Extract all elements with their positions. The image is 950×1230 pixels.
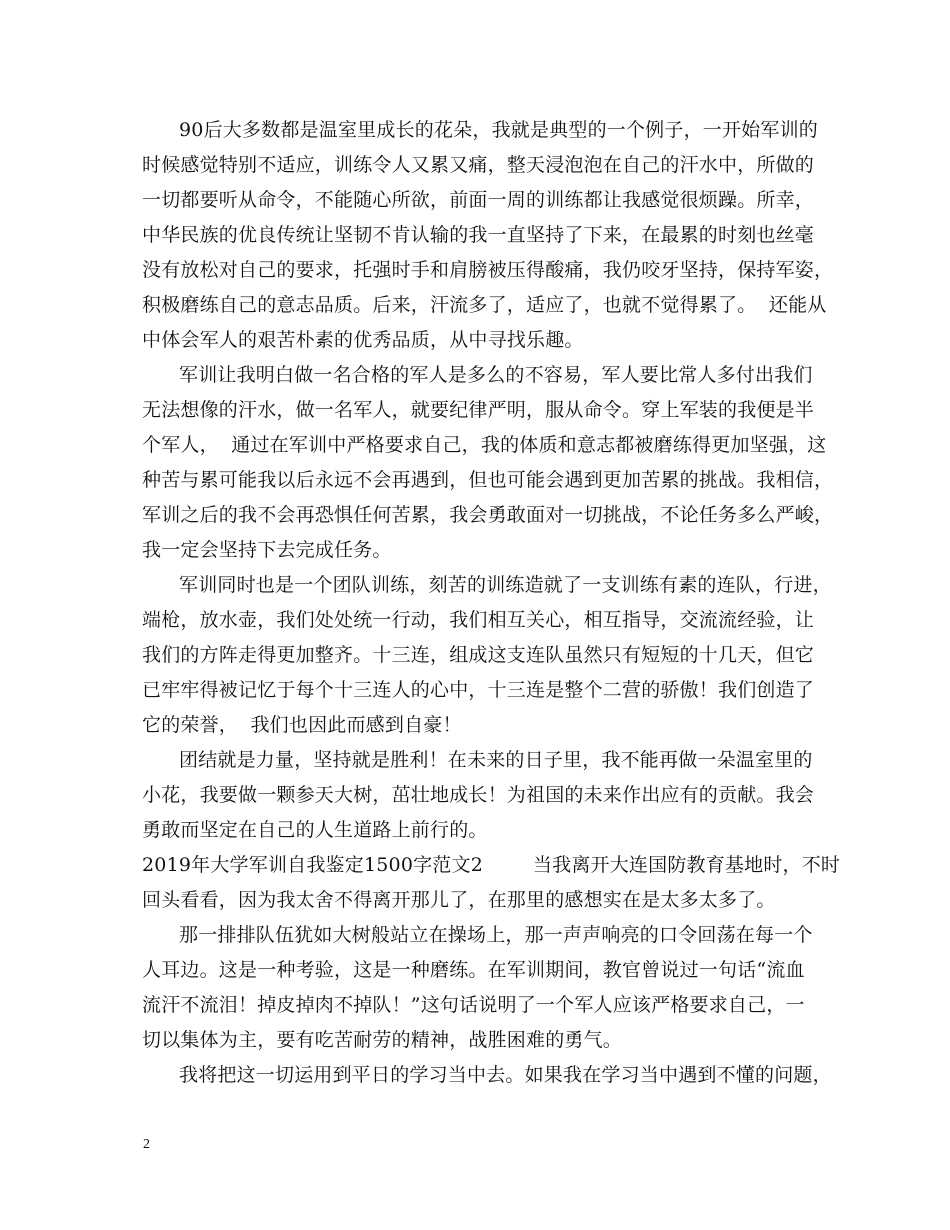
text-line: 2019年大学军训自我鉴定1500字范文2 当我离开大连国防教育基地时，不时 xyxy=(142,854,841,876)
text-line: 90后大多数都是温室里成长的花朵，我就是典型的一个例子，一开始军训的 xyxy=(179,119,818,141)
text-line: 人耳边。这是一种考验，这是一种磨练。在军训期间，教官曾说过一句话“流血 xyxy=(142,959,805,981)
text-line: 种苦与累可能我以后永远不会再遇到，但也可能会遇到更加苦累的挑战。我相信， xyxy=(142,469,834,491)
text-line: 它的荣誉， 我们也因此而感到自豪！ xyxy=(142,714,462,736)
text-line: 个军人， 通过在军训中严格要求自己，我的体质和意志都被磨练得更加坚强，这 xyxy=(142,434,827,456)
text-line: 积极磨练自己的意志品质。后来，汗流多了，适应了，也就不觉得累了。 还能从 xyxy=(142,294,827,316)
text-line: 回头看看，因为我太舍不得离开那儿了，在那里的感想实在是太多太多了。 xyxy=(142,889,776,911)
text-line: 我一定会坚持下去完成任务。 xyxy=(142,539,392,561)
text-line: 时候感觉特别不适应，训练令人又累又痛，整天浸泡泡在自己的汗水中，所做的 xyxy=(142,154,815,176)
text-line: 我们的方阵走得更加整齐。十三连，组成这支连队虽然只有短短的十几天，但它 xyxy=(142,644,815,666)
text-line: 没有放松对自己的要求，托强时手和肩膀被压得酸痛，我仍咬牙坚持，保持军姿， xyxy=(142,259,834,281)
text-line: 军训同时也是一个团队训练，刻苦的训练造就了一支训练有素的连队，行进， xyxy=(179,574,832,596)
text-line: 小花，我要做一颗参天大树，茁壮地成长！为祖国的未来作出应有的贡献。我会 xyxy=(142,784,815,806)
text-line: 一切都要听从命令，不能随心所欲，前面一周的训练都让我感觉很烦躁。所幸， xyxy=(142,189,815,211)
text-line: 那一排排队伍犹如大树般站立在操场上，那一声声响亮的口令回荡在每一个 xyxy=(179,924,813,946)
text-line: 中体会军人的艰苦朴素的优秀品质，从中寻找乐趣。 xyxy=(142,329,584,351)
text-line: 军训让我明白做一名合格的军人是多么的不容易，军人要比常人多付出我们 xyxy=(179,364,813,386)
text-line: 勇敢而坚定在自己的人生道路上前行的。 xyxy=(142,819,488,841)
text-line: 流汗不流泪！掉皮掉肉不掉队！”这句话说明了一个军人应该严格要求自己，一 xyxy=(142,994,805,1016)
text-line: 中华民族的优良传统让坚韧不肯认输的我一直坚持了下来，在最累的时刻也丝毫 xyxy=(142,224,815,246)
text-line: 已牢牢得被记忆于每个十三连人的心中，十三连是整个二营的骄傲！我们创造了 xyxy=(142,679,815,701)
text-line: 无法想像的汗水，做一名军人，就要纪律严明，服从命令。穿上军装的我便是半 xyxy=(142,399,815,421)
text-line: 切以集体为主，要有吃苦耐劳的精神，战胜困难的勇气。 xyxy=(142,1029,623,1051)
text-line: 团结就是力量，坚持就是胜利！在未来的日子里，我不能再做一朵温室里的 xyxy=(179,749,813,771)
text-line: 我将把这一切运用到平日的学习当中去。如果我在学习当中遇到不懂的问题， xyxy=(179,1064,832,1086)
page-number: 2 xyxy=(143,1137,150,1152)
text-line: 端枪，放水壶，我们处处统一行动，我们相互关心，相互指导，交流流经验，让 xyxy=(142,609,815,631)
text-line: 军训之后的我不会再恐惧任何苦累，我会勇敢面对一切挑战，不论任务多么严峻， xyxy=(142,504,834,526)
